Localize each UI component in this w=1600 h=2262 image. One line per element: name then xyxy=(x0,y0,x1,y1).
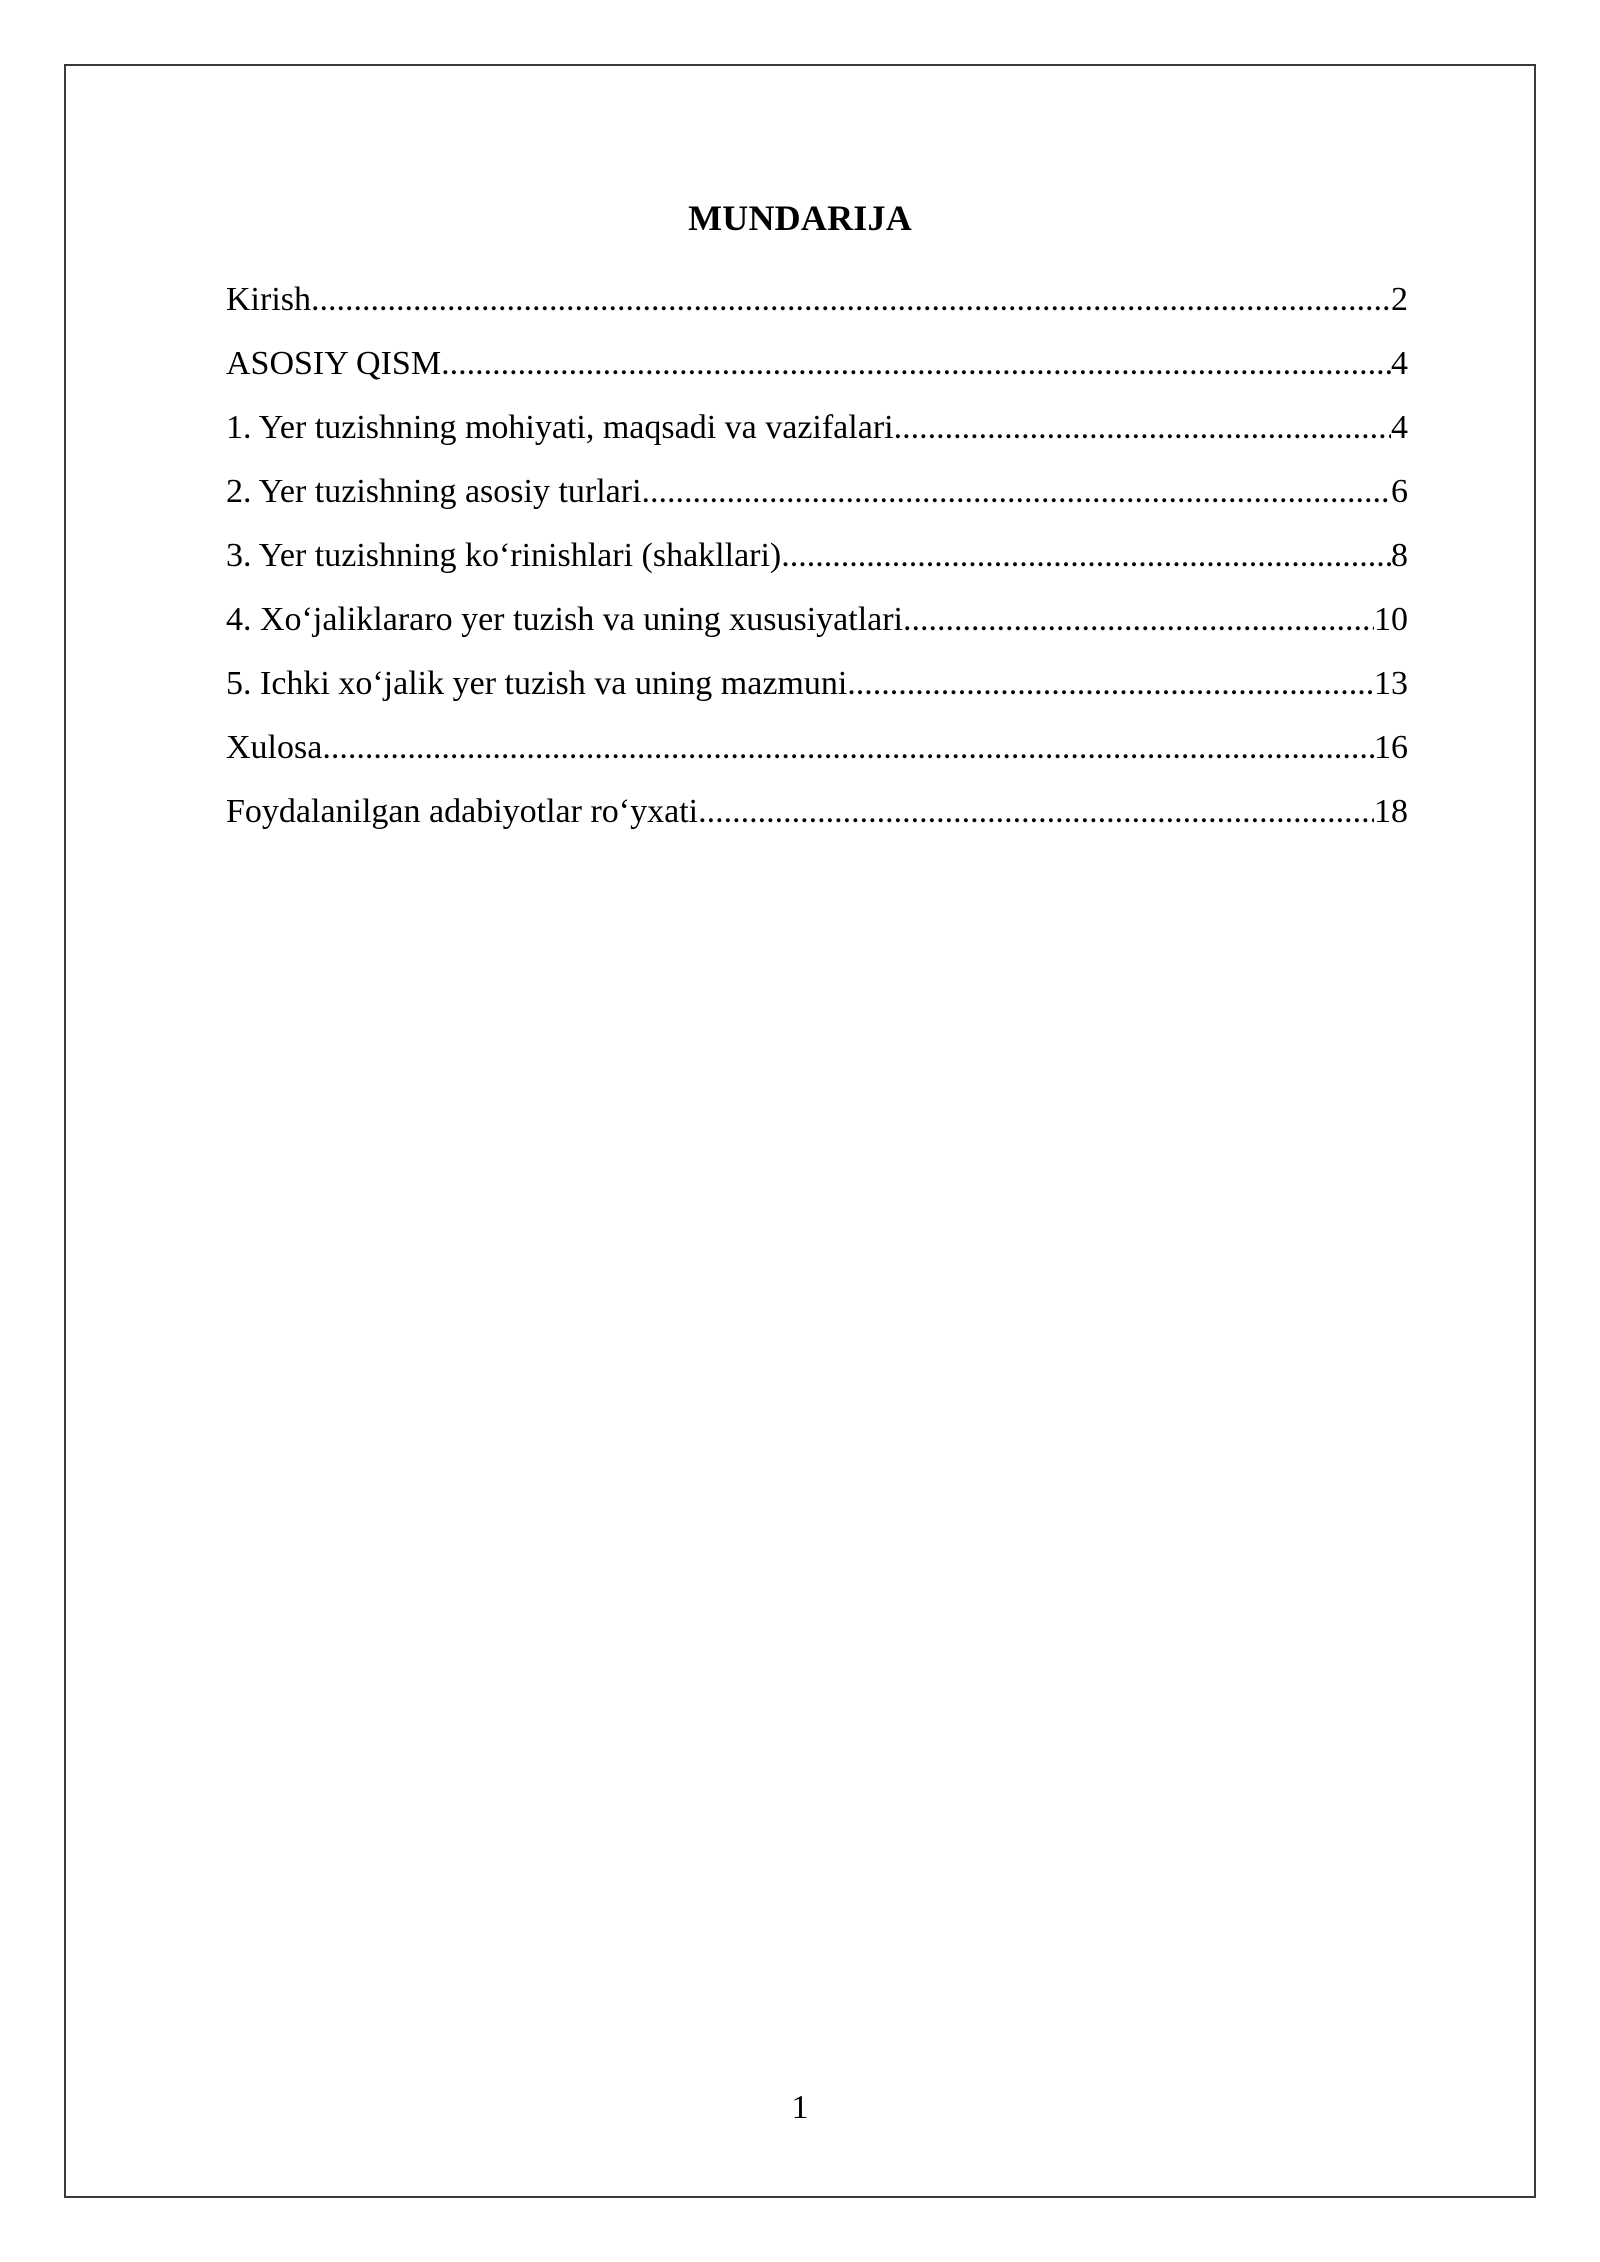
page-title: MUNDARIJA xyxy=(688,198,912,238)
toc-entry-page: 2 xyxy=(1391,281,1408,318)
toc-dot-leader xyxy=(781,528,1391,584)
toc-entry-label: 4. Xo‘jaliklararo yer tuzish va uning xususiyatlari xyxy=(226,601,903,638)
toc-entry-kirish xyxy=(226,272,1408,336)
toc-entry-page: 18 xyxy=(1374,793,1408,830)
toc-entry-label: ASOSIY QISM xyxy=(226,345,442,382)
toc-dot-leader xyxy=(894,400,1391,456)
toc-entry-adabiyotlar xyxy=(226,784,1408,848)
toc-entry-page: 6 xyxy=(1391,473,1408,510)
toc-dot-leader xyxy=(847,656,1374,712)
toc-entry-label: Xulosa xyxy=(226,729,323,766)
toc-dot-leader xyxy=(642,464,1391,520)
toc-entry-section-3 xyxy=(226,528,1408,592)
toc-entry-asosiy-qism xyxy=(226,336,1408,400)
toc-entry-page: 16 xyxy=(1374,729,1408,766)
toc-entry-page: 10 xyxy=(1374,601,1408,638)
toc-entry-label: 2. Yer tuzishning asosiy turlari xyxy=(226,473,642,510)
toc-dot-leader xyxy=(322,720,1374,776)
toc-dot-leader xyxy=(311,272,1391,328)
toc-dot-leader xyxy=(903,592,1374,648)
toc-dot-leader xyxy=(698,784,1374,840)
toc-entry-label: Kirish xyxy=(226,281,311,318)
toc-entry-label: 3. Yer tuzishning ko‘rinishlari (shakllari) xyxy=(226,537,782,574)
toc-entry-label: 1. Yer tuzishning mohiyati, maqsadi va vazifalari xyxy=(226,409,894,446)
toc-entry-page: 4 xyxy=(1391,409,1408,446)
toc-dot-leader xyxy=(441,336,1391,392)
toc-entry-page: 4 xyxy=(1391,345,1408,382)
toc-entry-label: 5. Ichki xo‘jalik yer tuzish va uning mazmuni xyxy=(226,665,848,702)
toc-entry-label: Foydalanilgan adabiyotlar ro‘yxati xyxy=(226,793,699,830)
toc-entry-section-1 xyxy=(226,400,1408,464)
page-number: 1 xyxy=(791,2089,809,2126)
toc-entry-page: 13 xyxy=(1374,665,1408,702)
toc-entry-section-2 xyxy=(226,464,1408,528)
table-of-contents xyxy=(226,272,1408,848)
toc-entry-xulosa xyxy=(226,720,1408,784)
toc-entry-page: 8 xyxy=(1391,537,1408,574)
toc-entry-section-5 xyxy=(226,656,1408,720)
toc-entry-section-4 xyxy=(226,592,1408,656)
